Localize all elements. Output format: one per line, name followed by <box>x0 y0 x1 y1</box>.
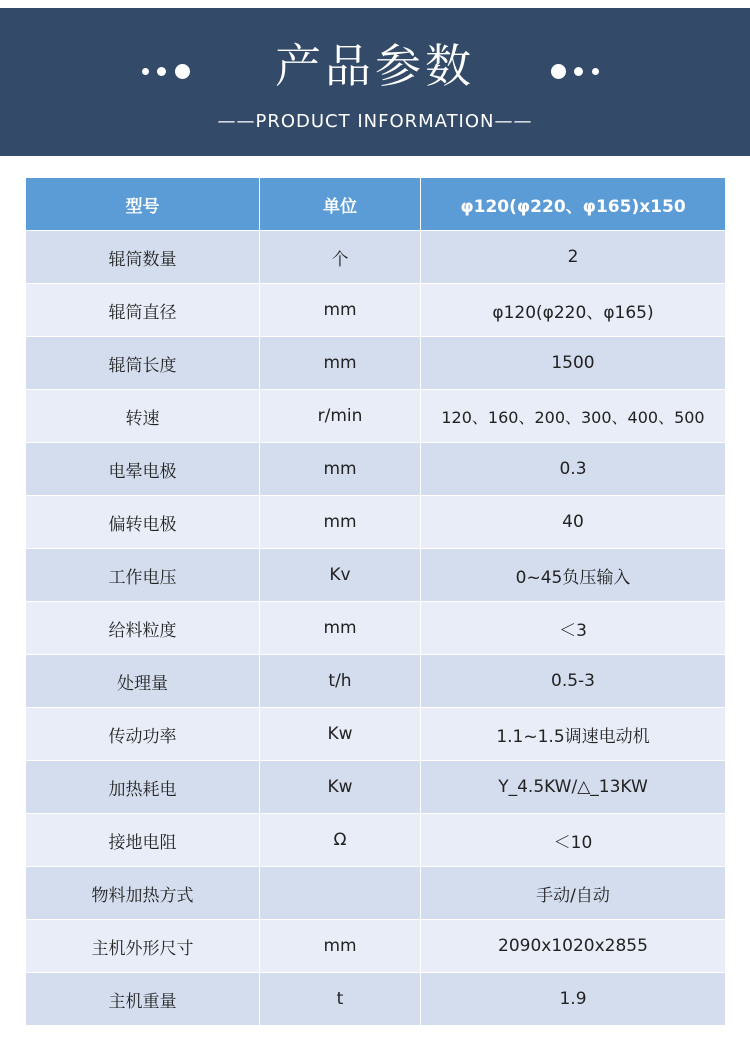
product-parameters-table <box>25 177 726 1026</box>
param-value: φ120(φ220、φ165) <box>421 284 726 337</box>
param-value: Y_4.5KW/△_13KW <box>421 761 726 814</box>
table-row <box>26 920 726 973</box>
param-name: 加热耗电 <box>26 761 260 814</box>
table-row <box>26 973 726 1026</box>
param-name: 辊筒长度 <box>26 337 260 390</box>
param-value: 0.5-3 <box>421 655 726 708</box>
table-row <box>26 814 726 867</box>
param-name: 传动功率 <box>26 708 260 761</box>
param-value: 2090x1020x2855 <box>421 920 726 973</box>
param-unit: mm <box>260 284 421 337</box>
param-name: 接地电阻 <box>26 814 260 867</box>
param-name: 电晕电极 <box>26 443 260 496</box>
param-name: 工作电压 <box>26 549 260 602</box>
table-row <box>26 231 726 284</box>
table-row <box>26 761 726 814</box>
param-value: 1500 <box>421 337 726 390</box>
column-header-unit: 单位 <box>260 178 421 231</box>
param-unit: mm <box>260 337 421 390</box>
table-row <box>26 284 726 337</box>
page-subtitle: ——PRODUCT INFORMATION—— <box>217 111 533 132</box>
header-banner <box>0 8 750 156</box>
table-row <box>26 496 726 549</box>
table-header-row <box>26 178 726 231</box>
param-unit: r/min <box>260 390 421 443</box>
param-name: 转速 <box>26 390 260 443</box>
param-value: 40 <box>421 496 726 549</box>
column-header-value: φ120(φ220、φ165)x150 <box>421 178 726 231</box>
param-value: 1.9 <box>421 973 726 1026</box>
page-title: 产品参数 <box>275 39 475 93</box>
param-name: 处理量 <box>26 655 260 708</box>
param-value: 0.3 <box>421 443 726 496</box>
param-value: 120、160、200、300、400、500 <box>421 390 726 443</box>
param-unit: mm <box>260 496 421 549</box>
param-name: 辊筒数量 <box>26 231 260 284</box>
table-row <box>26 867 726 920</box>
table-row <box>26 549 726 602</box>
param-unit: t/h <box>260 655 421 708</box>
column-header-model: 型号 <box>26 178 260 231</box>
param-name: 物料加热方式 <box>26 867 260 920</box>
param-unit <box>260 867 421 920</box>
param-unit: Kw <box>260 708 421 761</box>
param-unit: mm <box>260 920 421 973</box>
param-value: ＜3 <box>421 602 726 655</box>
param-value: 2 <box>421 231 726 284</box>
param-unit: t <box>260 973 421 1026</box>
param-value: 手动/自动 <box>421 867 726 920</box>
table-row <box>26 337 726 390</box>
param-value: ＜10 <box>421 814 726 867</box>
param-unit: mm <box>260 602 421 655</box>
table-row <box>26 390 726 443</box>
param-unit: Ω <box>260 814 421 867</box>
param-name: 偏转电极 <box>26 496 260 549</box>
table-row <box>26 602 726 655</box>
param-unit: 个 <box>260 231 421 284</box>
param-unit: mm <box>260 443 421 496</box>
table-row <box>26 708 726 761</box>
table-row <box>26 443 726 496</box>
param-name: 辊筒直径 <box>26 284 260 337</box>
param-name: 给料粒度 <box>26 602 260 655</box>
table-row <box>26 655 726 708</box>
param-name: 主机重量 <box>26 973 260 1026</box>
param-value: 0~45负压输入 <box>421 549 726 602</box>
param-name: 主机外形尺寸 <box>26 920 260 973</box>
param-value: 1.1~1.5调速电动机 <box>421 708 726 761</box>
param-unit: Kw <box>260 761 421 814</box>
param-unit: Kv <box>260 549 421 602</box>
